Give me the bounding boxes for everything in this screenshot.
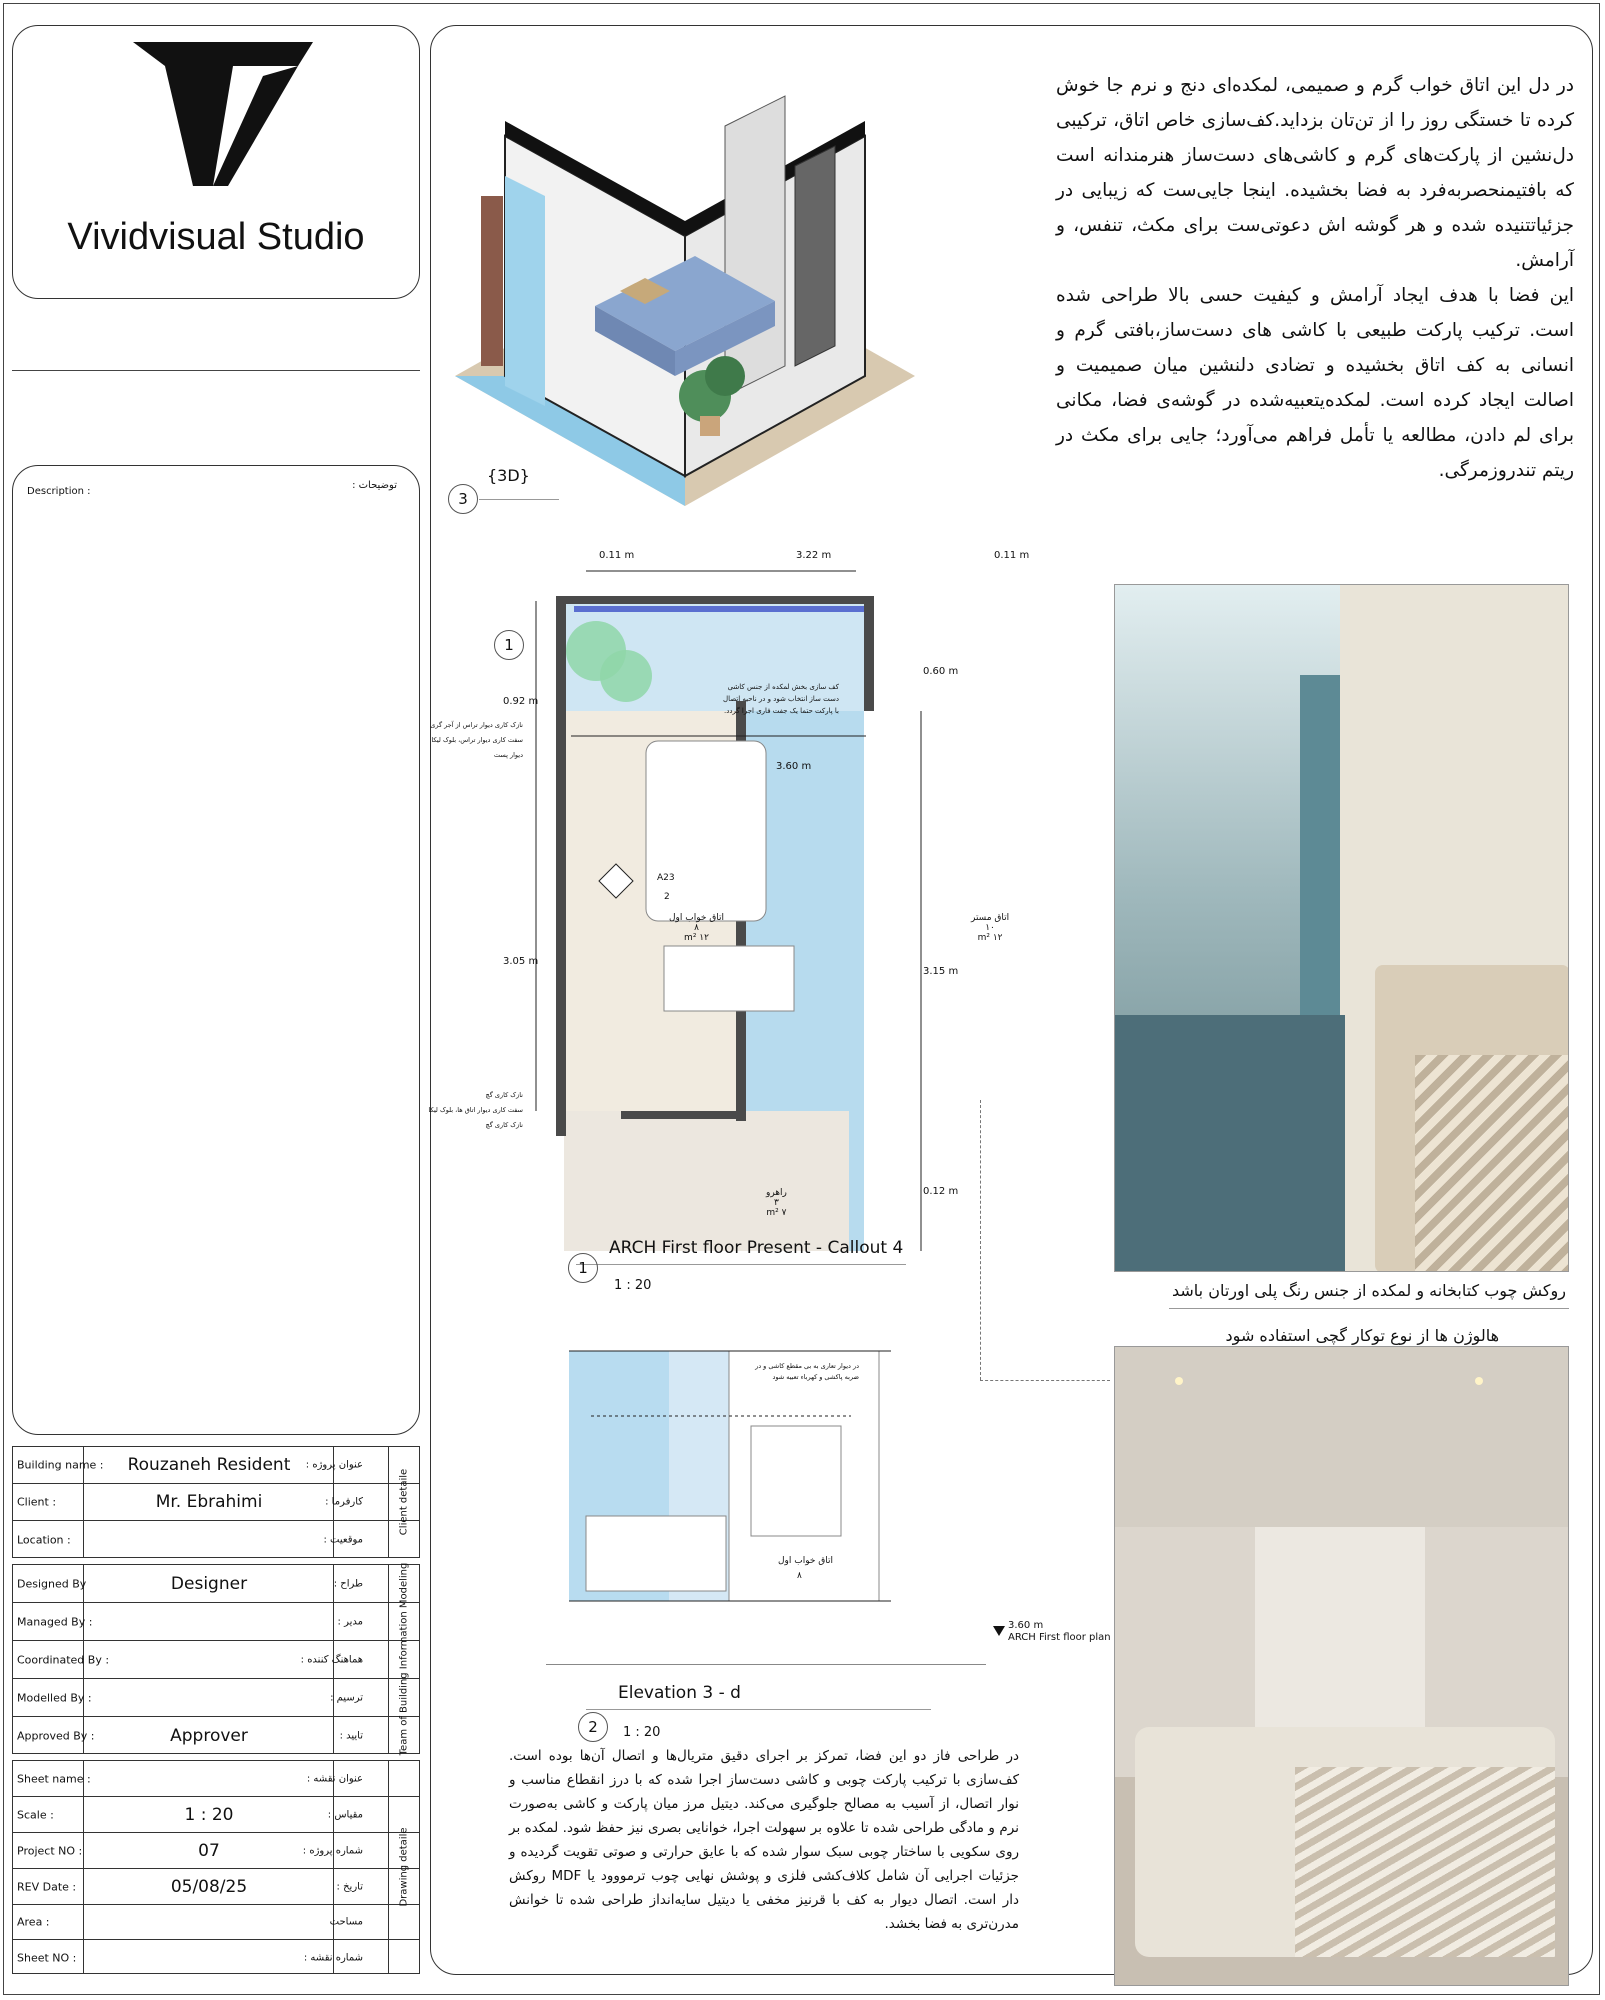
render-photo-2 <box>1114 1346 1569 1986</box>
project-no-value: 07 <box>198 1840 220 1861</box>
sheet-name-label-fa: عنوان نقشه : <box>306 1773 363 1784</box>
description-label-en: Description : <box>27 486 91 497</box>
room2-label: اتاق مستر ۱۰ ۱۲ m² <box>971 913 1010 943</box>
main-panel <box>430 25 1593 1975</box>
dim-top-left: 0.11 m <box>599 550 635 561</box>
scale-value: 1 : 20 <box>184 1804 234 1825</box>
designed-by-label: Designed By <box>17 1577 87 1590</box>
location-label-fa: موقعیت : <box>323 1534 363 1546</box>
photo2-caption: هالوژن ها از نوع توکار گچی استفاده شود <box>1225 1326 1499 1345</box>
view-3d-underline <box>479 499 559 500</box>
area-label-fa: مساحت <box>329 1916 363 1928</box>
dim-left-3: 0.92 m <box>503 696 539 707</box>
notes-left-top: نازک کاری دیوار تراس از آجر گری سفت کاری دیوار تراس، بلوک لیکا دیوار پست <box>430 721 523 759</box>
designed-by-value: Designer <box>170 1573 248 1594</box>
description-label-fa: توضیحات : <box>352 480 397 491</box>
managed-by-label-fa: مدیر : <box>337 1616 363 1627</box>
dim-right-1: 0.60 m <box>923 666 959 677</box>
intro-paragraph-2: این فضا با هدف ایجاد آرامش و کیفیت حسی بالا طراحی شده است. ترکیب پارکت طبیعی با کاشی های دست‌ساز،بافتی گرم و انسانی به کف اتاق بخشیده و تضادی دلنشین میان صمیمیت و اصالت ایجاد کرده است. لمکده‌یتعبیه‌شده در گوشه‌ی فضا، مکانی برای لم دادن، مطالعه یا تأمل فراهم می‌آورد؛ جایی برای مکث در ریتم تندروزمرگی. <box>1056 285 1574 481</box>
dim-right-3: 3.15 m <box>923 966 959 977</box>
room3-label: راهرو ۳ ۷ m² <box>766 1188 787 1218</box>
leader-line-2 <box>980 1380 1110 1381</box>
drawing-side-label: Drawing detaile <box>398 1827 410 1907</box>
rev-date-label-fa: تاریخ : <box>336 1881 363 1892</box>
approved-by-label: Approved By : <box>17 1729 95 1743</box>
sheet-no-label-fa: شماره نقشه : <box>303 1952 363 1963</box>
building-name-value: Rouzaneh Resident <box>127 1455 291 1475</box>
intro-paragraph-1: در دل این اتاق خواب گرم و صمیمی، لمکده‌ای دنج و نرم جا خوش کرده تا خستگی روز را از تن‌تان بزداید.کف‌سازی خاص اتاق، ترکیبی دل‌نشین از پارکت‌های گرم و کاشی‌های دست‌ساز هنرمندانه است که بافتیمنحصربه‌فرد به فضا بخشیده. اینجا جایی‌ست که زیبایی در جزئیاتتنیده شده و هر گوشه اش دعوتی‌ست برای مکث، تنفس، و آرامش. <box>1056 75 1574 271</box>
notes-left-bottom: نازک کاری گچ سفت کاری دیوار اتاق ها، بلوک لیکا نازک کاری گچ <box>428 1091 523 1129</box>
elevation-number: 2 <box>578 1712 608 1742</box>
elevation-baseline <box>546 1664 986 1665</box>
elevation-note: در دیوار تعاری به بی مقطع کاشی و در ضربه پاکشی و کهرباء تعبیه شود <box>755 1362 859 1381</box>
logo-box <box>12 25 420 299</box>
project-no-label: Project NO : <box>17 1844 83 1857</box>
team-side-label: Team of Building Information Modeling <box>398 1562 410 1756</box>
designed-by-label-fa: طراح : <box>333 1578 363 1589</box>
sheet-no-label: Sheet NO : <box>17 1951 77 1964</box>
plan-number: 1 <box>568 1253 598 1283</box>
section-tag: A23 <box>657 873 675 883</box>
level-name: ARCH First floor plan <box>1008 1632 1111 1643</box>
approved-by-label-fa: تایید : <box>339 1730 363 1742</box>
intro-text <box>1056 68 1574 488</box>
plan-marker-1: 1 <box>494 630 524 660</box>
dim-right-4: 0.12 m <box>923 1186 959 1197</box>
plan-title: ARCH First floor Present - Callout 4 <box>609 1238 904 1258</box>
elevation-room-code: ۸ <box>797 1571 802 1581</box>
approved-by-value: Approver <box>170 1726 248 1746</box>
drawing-table <box>12 1760 420 1974</box>
description-box <box>12 465 420 1435</box>
plan-title-underline <box>576 1264 906 1265</box>
building-name-label-fa: عنوان پروژه : <box>305 1459 363 1471</box>
client-side-label: Client detaile <box>398 1468 410 1536</box>
room1-label: اتاق خواب اول ۸ ۱۲ m² <box>669 913 725 943</box>
bottom-text: در طراحی فاز دو این فضا، تمرکز بر اجرای دقیق متریال‌ها و اتصال آن‌ها بوده است. کف‌سازی با ترکیب پارکت چوبی و کاشی دست‌ساز اجرا شده که با درز انقطاع مناسب و نوار اتصال، از آسیب به مصالح جلوگیری می‌کند. دیتیل مرز میان پارکت و کاشی به‌صورت نرم و مادگی طراحی شده تا علاوه بر سهولت اجرا، خوانایی بصری نیز حفظ شود. لمکده بر روی سکویی با ساختار چوبی سبک سوار شده که با عایق حرارتی و صوتی تقویت گردیده و جزئیات اجرایی آن شامل کلاف‌کشی فلزی و پوشش نهایی چوب ترمووود یا MDF روکش دار است. اتصال دیوار به کف با قرنیز مخفی یا دیتیل سایه‌انداز طراحی شده تا خوانش مدرن‌تری به فضا بخشد. <box>509 1748 1019 1932</box>
photo1-caption-underline <box>1169 1308 1569 1309</box>
sheet-name-label: Sheet name : <box>17 1772 91 1785</box>
building-name-label: Building name : <box>17 1458 104 1472</box>
dim-width: 3.60 m <box>776 761 812 772</box>
project-no-label-fa: شماره پروژه : <box>302 1845 363 1856</box>
elevation-room-name: اتاق خواب اول <box>778 1556 834 1566</box>
studio-name: Vividvisual Studio <box>67 216 365 258</box>
render-photo-1 <box>1114 584 1569 1272</box>
client-label-fa: کارفرما : <box>325 1496 363 1508</box>
leader-line-1 <box>980 1100 982 1380</box>
photo1-caption: روکش چوب کتابخانه و لمکده از جنس رنگ پلی اورتان باشد <box>1171 1281 1566 1300</box>
isometric-3d-view <box>445 46 1025 556</box>
client-table <box>12 1446 420 1558</box>
dim-left-5: 3.05 m <box>503 956 539 967</box>
studio-logo-icon <box>123 36 323 196</box>
team-table <box>12 1564 420 1754</box>
coordinated-by-label-fa: هماهنگ کننده : <box>300 1654 363 1665</box>
view-3d-number: 3 <box>448 484 478 514</box>
elevation-title: Elevation 3 - d <box>618 1683 741 1703</box>
modelled-by-label-fa: ترسیم : <box>330 1692 363 1703</box>
dim-top-right: 0.11 m <box>994 550 1030 561</box>
rev-date-value: 05/08/25 <box>170 1876 248 1897</box>
area-label: Area : <box>17 1915 50 1929</box>
view-3d-tag: {3D} <box>487 466 530 485</box>
rev-date-label: REV Date : <box>17 1880 77 1893</box>
client-label: Client : <box>17 1495 57 1509</box>
scale-label: Scale : <box>17 1808 54 1821</box>
dim-top-mid: 3.22 m <box>796 550 832 561</box>
level-marker-icon <box>993 1626 1005 1636</box>
level-value: 3.60 m <box>1008 1620 1044 1631</box>
scale-label-fa: مقیاس : <box>327 1809 363 1820</box>
window-note: کف سازی بخش لمکده از جنس کاشی دست ساز انتخاب شود و در ناحیه اتصال با پارکت حتما یک جفت فاری اجرا گردد. <box>723 683 839 715</box>
divider-line <box>12 370 420 371</box>
plan-scale: 1 : 20 <box>614 1278 652 1293</box>
coordinated-by-label: Coordinated By : <box>17 1653 110 1666</box>
client-value: Mr. Ebrahimi <box>155 1492 263 1512</box>
location-label: Location : <box>17 1533 71 1547</box>
modelled-by-label: Modelled By : <box>17 1691 92 1704</box>
section-number: 2 <box>664 892 670 902</box>
elevation-title-underline <box>586 1709 931 1710</box>
elevation-scale: 1 : 20 <box>623 1725 661 1740</box>
managed-by-label: Managed By : <box>17 1615 93 1628</box>
